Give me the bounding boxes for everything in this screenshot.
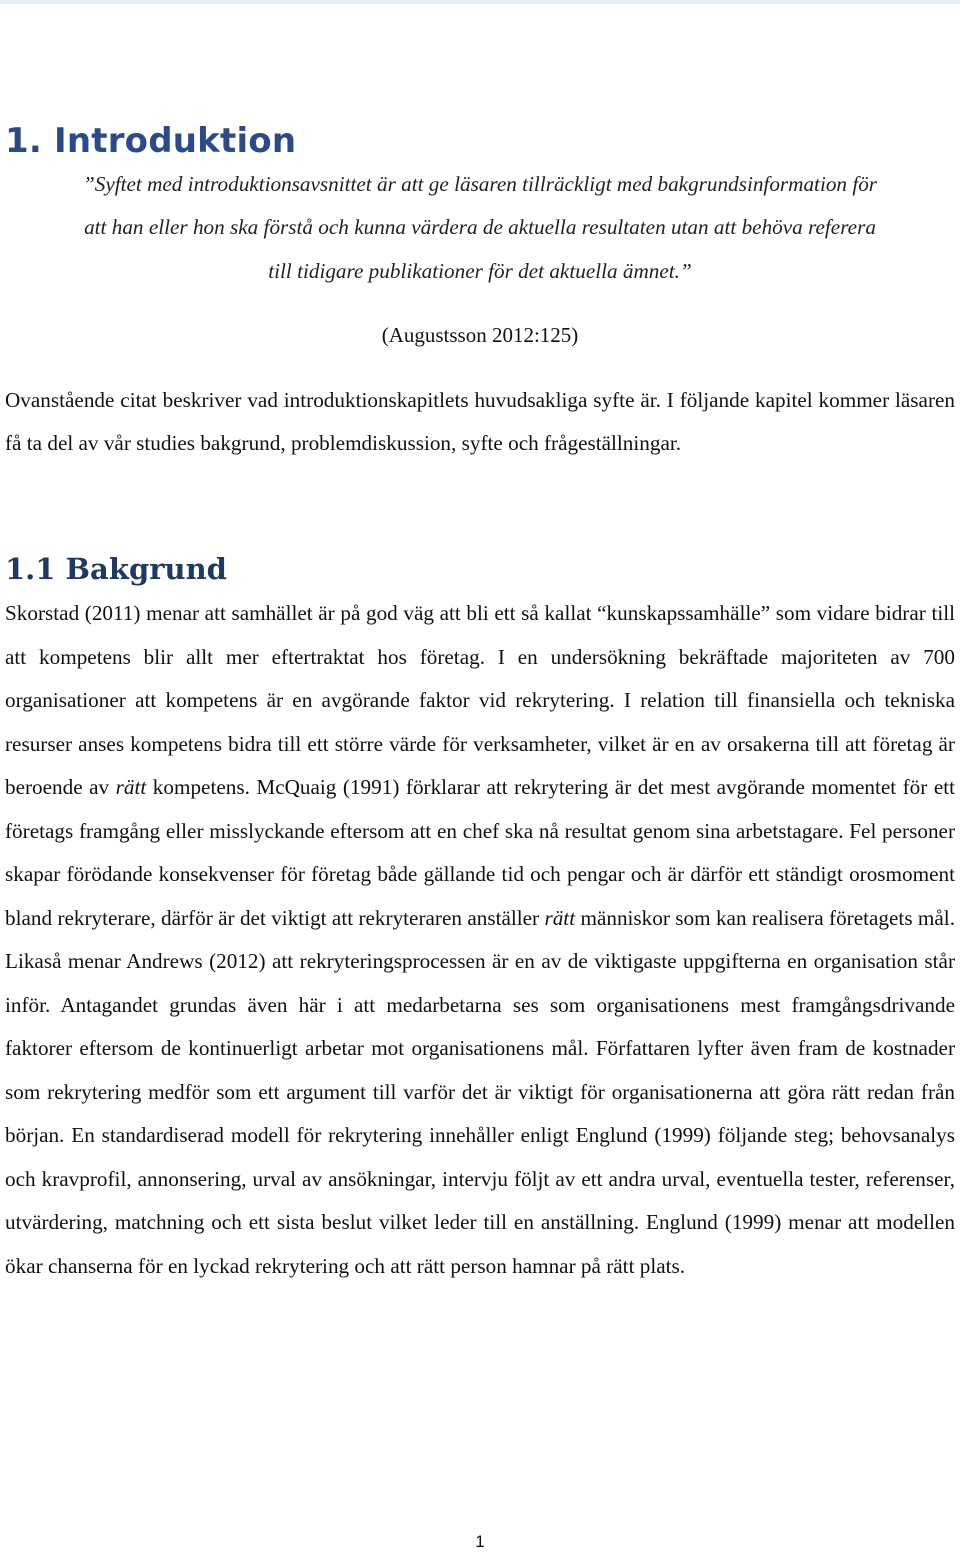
page-top-rule (0, 0, 960, 4)
paragraph-text: Skorstad (2011) menar att samhället är på god väg att bli ett så kallat “kunskapssamhälle” som vidare bidrar till att kompetens blir allt mer eftertraktat hos företag. I en undersökning bekräftade majoriteten av 700 organisationer att kompetens är en avgörande faktor vid rekrytering. I relation till finansiella och tekniska resurser anses kompetens bidra till ett större värde för verksamheter, vilket är en av orsakerna till att företag är beroende av (5, 601, 955, 799)
emphasis-text: rätt (544, 905, 576, 930)
page-number: 1 (475, 1532, 485, 1551)
paragraph-text: kompetens. McQuaig (1991) förklarar att rekrytering är det mest avgörande momentet för ett företags framgång eller misslyckande eftersom att en chef ska nå resultat genom sina arbetstagare. Fel personer skapar förödande konsekvenser för företag både gällande tid och pengar och är därför ett ständigt orosmoment bland rekryterare, därför är det viktigt att rekryteraren anställer (5, 775, 956, 930)
background-paragraph (5, 592, 955, 1288)
quote-line: att han eller hon ska förstå och kunna värdera de aktuella resultaten utan att behöva referera (84, 215, 876, 240)
paragraph-text: människor som kan realisera företagets mål. Likaså menar Andrews (2012) att rekryteringsprocessen är en av de viktigaste uppgifterna en organisation står inför. Antagandet grundas även här i att medarbetarna ses som organisationens mest framgångsdrivande faktorer eftersom de kontinuerligt arbetar mot organisationens mål. Författaren lyfter även fram de kostnader som rekrytering medför som ett argument till varför det är viktigt för organisationerna att göra rätt redan från början. En standardiserad modell för rekrytering innehåller enligt Englund (1999) följande steg; behovsanalys och kravprofil, annonsering, urval av ansökningar, intervju följt av ett andra urval, eventuella tester, referenser, utvärdering, matchning och ett sista beslut vilket leder till en anställning. Englund (1999) menar att modellen ökar chanserna för en lyckad rekrytering och att rätt person hamnar på rätt plats. (5, 905, 955, 1278)
section-heading: 1. Introduktion (5, 121, 297, 161)
quote-citation: (Augustsson 2012:125) (381, 323, 579, 347)
intro-paragraph: Ovanstående citat beskriver vad introduktionskapitlets huvudsakliga syfte är. I följande kapitel kommer läsaren få ta del av vår studies bakgrund, problemdiskussion, syfte och frågeställningar. (5, 388, 955, 456)
emphasis-text: rätt (115, 775, 147, 799)
quote-line: till tidigare publikationer för det aktuella ämnet.” (268, 258, 692, 283)
quote-line: ”Syftet med introduktionsavsnittet är att ge läsaren tillräckligt med bakgrundsinformation för (82, 172, 878, 196)
intro-quote (5, 163, 955, 293)
subsection-heading: 1.1 Bakgrund (5, 552, 227, 586)
